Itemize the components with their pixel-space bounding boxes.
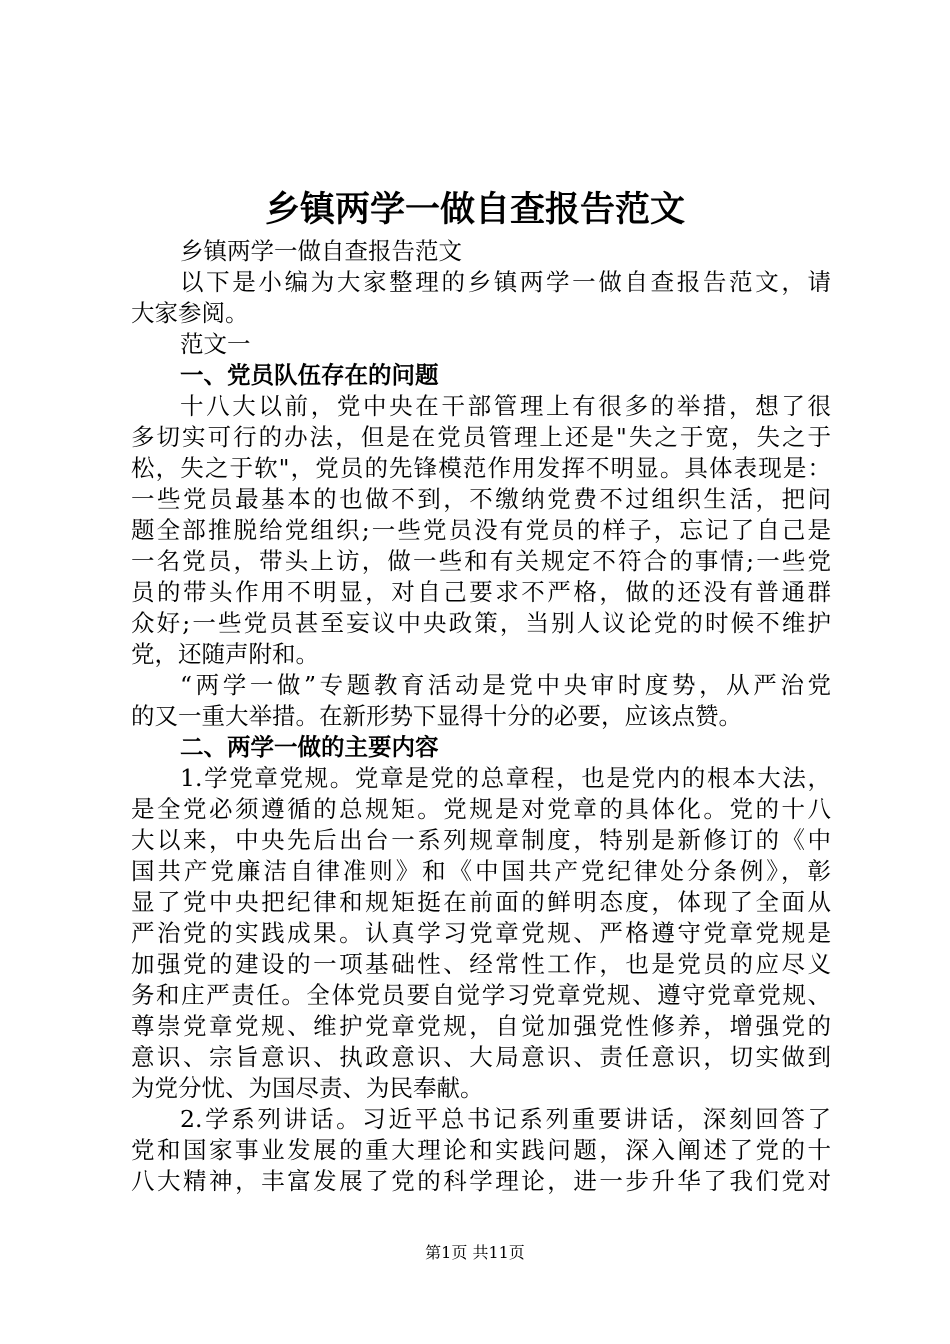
text-line: 加强党的建设的一项基础性、经常性工作，也是党员的应尽义 xyxy=(131,950,831,978)
text-line: 众好;一些党员甚至妄议中央政策，当别人议论党的时候不维护 xyxy=(131,609,831,637)
text-line: 党，还随声附和。 xyxy=(131,640,319,668)
text-line: 尊崇党章党规、维护党章党规，自觉加强党性修养，增强党的 xyxy=(131,1012,831,1040)
text-line: 的又一重大举措。在新形势下显得十分的必要，应该点赞。 xyxy=(131,702,742,730)
text-line: 十八大以前，党中央在干部管理上有很多的举措，想了很 xyxy=(180,392,831,420)
text-line: 员的带头作用不明显，对自己要求不严格，做的还没有普通群 xyxy=(131,578,831,606)
text-line: 务和庄严责任。全体党员要自觉学习党章党规、遵守党章党规、 xyxy=(131,981,831,1009)
page-number: 第1页 共11页 xyxy=(425,1243,525,1262)
text-line: 为党分忧、为国尽责、为民奉献。 xyxy=(131,1074,484,1102)
text-line: “两学一做”专题教育活动是党中央审时度势，从严治党 xyxy=(180,671,831,699)
text-line: 题全部推脱给党组织;一些党员没有党员的样子，忘记了自己是 xyxy=(131,516,831,544)
text-line: 一些党员最基本的也做不到，不缴纳党费不过组织生活，把问 xyxy=(131,485,831,513)
text-line: 党和国家事业发展的重大理论和实践问题，深入阐述了党的十 xyxy=(131,1136,831,1164)
text-line: 大以来，中央先后出台一系列规章制度，特别是新修订的《中 xyxy=(131,826,831,854)
text-line: 一名党员，带头上访，做一些和有关规定不符合的事情;一些党 xyxy=(131,547,831,575)
text-line: 显了党中央把纪律和规矩挺在前面的鲜明态度，体现了全面从 xyxy=(131,888,831,916)
text-line: 范文一 xyxy=(180,330,251,358)
text-line: 国共产党廉洁自律准则》和《中国共产党纪律处分条例》，彰 xyxy=(131,857,831,885)
text-line: 大家参阅。 xyxy=(131,299,249,327)
document-title: 乡镇两学一做自查报告范文 xyxy=(264,189,685,230)
text-line: 意识、宗旨意识、执政意识、大局意识、责任意识，切实做到 xyxy=(131,1043,831,1071)
text-line: 严治党的实践成果。认真学习党章党规、严格遵守党章党规是 xyxy=(131,919,831,947)
section-heading: 二、两学一做的主要内容 xyxy=(180,733,439,761)
text-line: 是全党必须遵循的总规矩。党规是对党章的具体化。党的十八 xyxy=(131,795,831,823)
document-body xyxy=(131,236,831,1197)
text-line: 多切实可行的办法，但是在党员管理上还是"失之于宽，失之于 xyxy=(131,423,831,451)
text-line: 松，失之于软"，党员的先锋模范作用发挥不明显。具体表现是： xyxy=(131,454,831,482)
text-line: 八大精神，丰富发展了党的科学理论，进一步升华了我们党对 xyxy=(131,1167,831,1195)
text-line: 2.学系列讲话。习近平总书记系列重要讲话，深刻回答了 xyxy=(180,1105,831,1133)
text-line: 以下是小编为大家整理的乡镇两学一做自查报告范文，请 xyxy=(180,268,831,296)
section-heading: 一、党员队伍存在的问题 xyxy=(180,361,439,389)
text-line: 乡镇两学一做自查报告范文 xyxy=(180,237,462,265)
text-line: 1.学党章党规。党章是党的总章程，也是党内的根本大法， xyxy=(180,764,831,792)
